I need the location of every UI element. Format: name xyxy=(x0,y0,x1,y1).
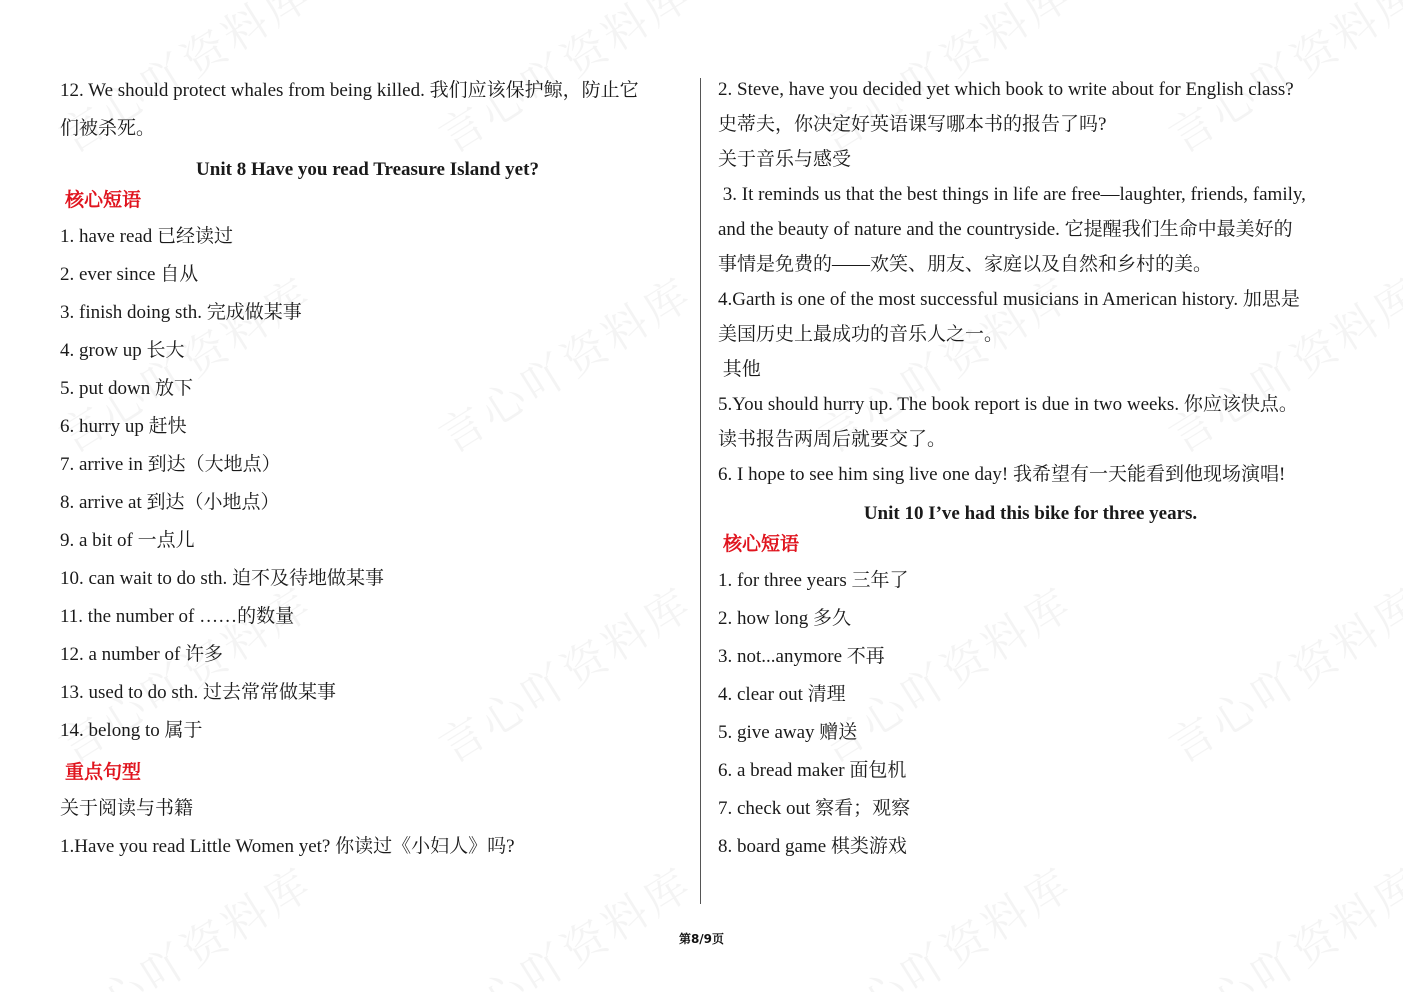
phrase-item: 2. how long 多久 xyxy=(718,608,852,629)
sentence-item: 读书报告两周后就要交了。 xyxy=(718,429,947,450)
phrase-item: 8. arrive at 到达（小地点） xyxy=(60,492,280,513)
phrase-item: 4. clear out 清理 xyxy=(718,684,846,705)
phrase-item: 11. the number of ……的数量 xyxy=(60,606,295,627)
phrase-item: 2. ever since 自从 xyxy=(60,264,199,285)
phrase-item: 5. give away 赠送 xyxy=(718,722,858,743)
phrase-item: 9. a bit of 一点儿 xyxy=(60,530,195,551)
phrase-item: 12. a number of 许多 xyxy=(60,644,224,665)
phrase-item: 3. not...anymore 不再 xyxy=(718,646,885,667)
right-column xyxy=(718,72,1343,866)
sentence-item: 1.Have you read Little Women yet? 你读过《小妇人》吗? xyxy=(60,836,515,857)
section-heading-sentences: 重点句型 xyxy=(65,761,142,783)
phrase-item: 5. put down 放下 xyxy=(60,378,194,399)
sentence-item: 事情是免费的——欢笑、朋友、家庭以及自然和乡村的美。 xyxy=(718,254,1213,275)
phrase-item: 1. have read 已经读过 xyxy=(60,226,234,247)
phrase-item: 1. for three years 三年了 xyxy=(718,570,909,591)
sentence-item: and the beauty of nature and the countryside. 它提醒我们生命中最美好的 xyxy=(718,219,1293,240)
phrase-item: 3. finish doing sth. 完成做某事 xyxy=(60,302,302,323)
unit-10-title: Unit 10 I’ve had this bike for three years. xyxy=(863,503,1198,524)
sentence-item: 美国历史上最成功的音乐人之一。 xyxy=(718,324,1004,345)
watermark xyxy=(1155,849,1403,992)
phrase-item: 6. a bread maker 面包机 xyxy=(718,760,907,781)
watermark xyxy=(805,849,1083,992)
sentence-topic: 关于音乐与感受 xyxy=(718,149,852,170)
phrase-item: 6. hurry up 赶快 xyxy=(60,416,187,437)
sentence-item: 2. Steve, have you decided yet which book to write about for English class? xyxy=(718,79,1294,100)
sentence-item: 5.You should hurry up. The book report is due in two weeks. 你应该快点。 xyxy=(718,394,1298,415)
phrase-item: 13. used to do sth. 过去常常做某事 xyxy=(60,682,337,703)
watermark xyxy=(425,849,703,992)
phrase-item: 7. arrive in 到达（大地点） xyxy=(60,454,281,475)
phrase-item: 4. grow up 长大 xyxy=(60,340,185,361)
unit-8-title: Unit 8 Have you read Treasure Island yet? xyxy=(196,159,539,180)
text-line: 12. We should protect whales from being killed. 我们应该保护鲸，防止它 xyxy=(60,80,639,101)
section-heading-phrases: 核心短语 xyxy=(65,189,142,211)
phrase-item: 14. belong to 属于 xyxy=(60,720,203,741)
sentence-item: 4.Garth is one of the most successful musicians in American history. 加思是 xyxy=(718,289,1300,310)
phrase-item: 10. can wait to do sth. 迫不及待地做某事 xyxy=(60,568,385,589)
sentence-topic: 其他 xyxy=(718,359,761,380)
watermark xyxy=(45,849,323,992)
section-heading-phrases: 核心短语 xyxy=(723,533,800,555)
phrase-item: 7. check out 察看；观察 xyxy=(718,798,911,819)
text-line: 们被杀死。 xyxy=(60,118,156,139)
column-divider xyxy=(700,78,701,904)
sentence-item: 史蒂夫，你决定好英语课写哪本书的报告了吗? xyxy=(718,114,1107,135)
phrase-item: 8. board game 棋类游戏 xyxy=(718,836,907,857)
sentence-topic: 关于阅读与书籍 xyxy=(60,798,194,819)
left-column xyxy=(60,72,675,866)
sentence-item: 3. It reminds us that the best things in life are free—laughter, friends, family, xyxy=(718,184,1306,205)
page-number: 第8/9页 xyxy=(678,932,725,946)
sentence-item: 6. I hope to see him sing live one day! 我希望有一天能看到他现场演唱! xyxy=(718,464,1286,485)
